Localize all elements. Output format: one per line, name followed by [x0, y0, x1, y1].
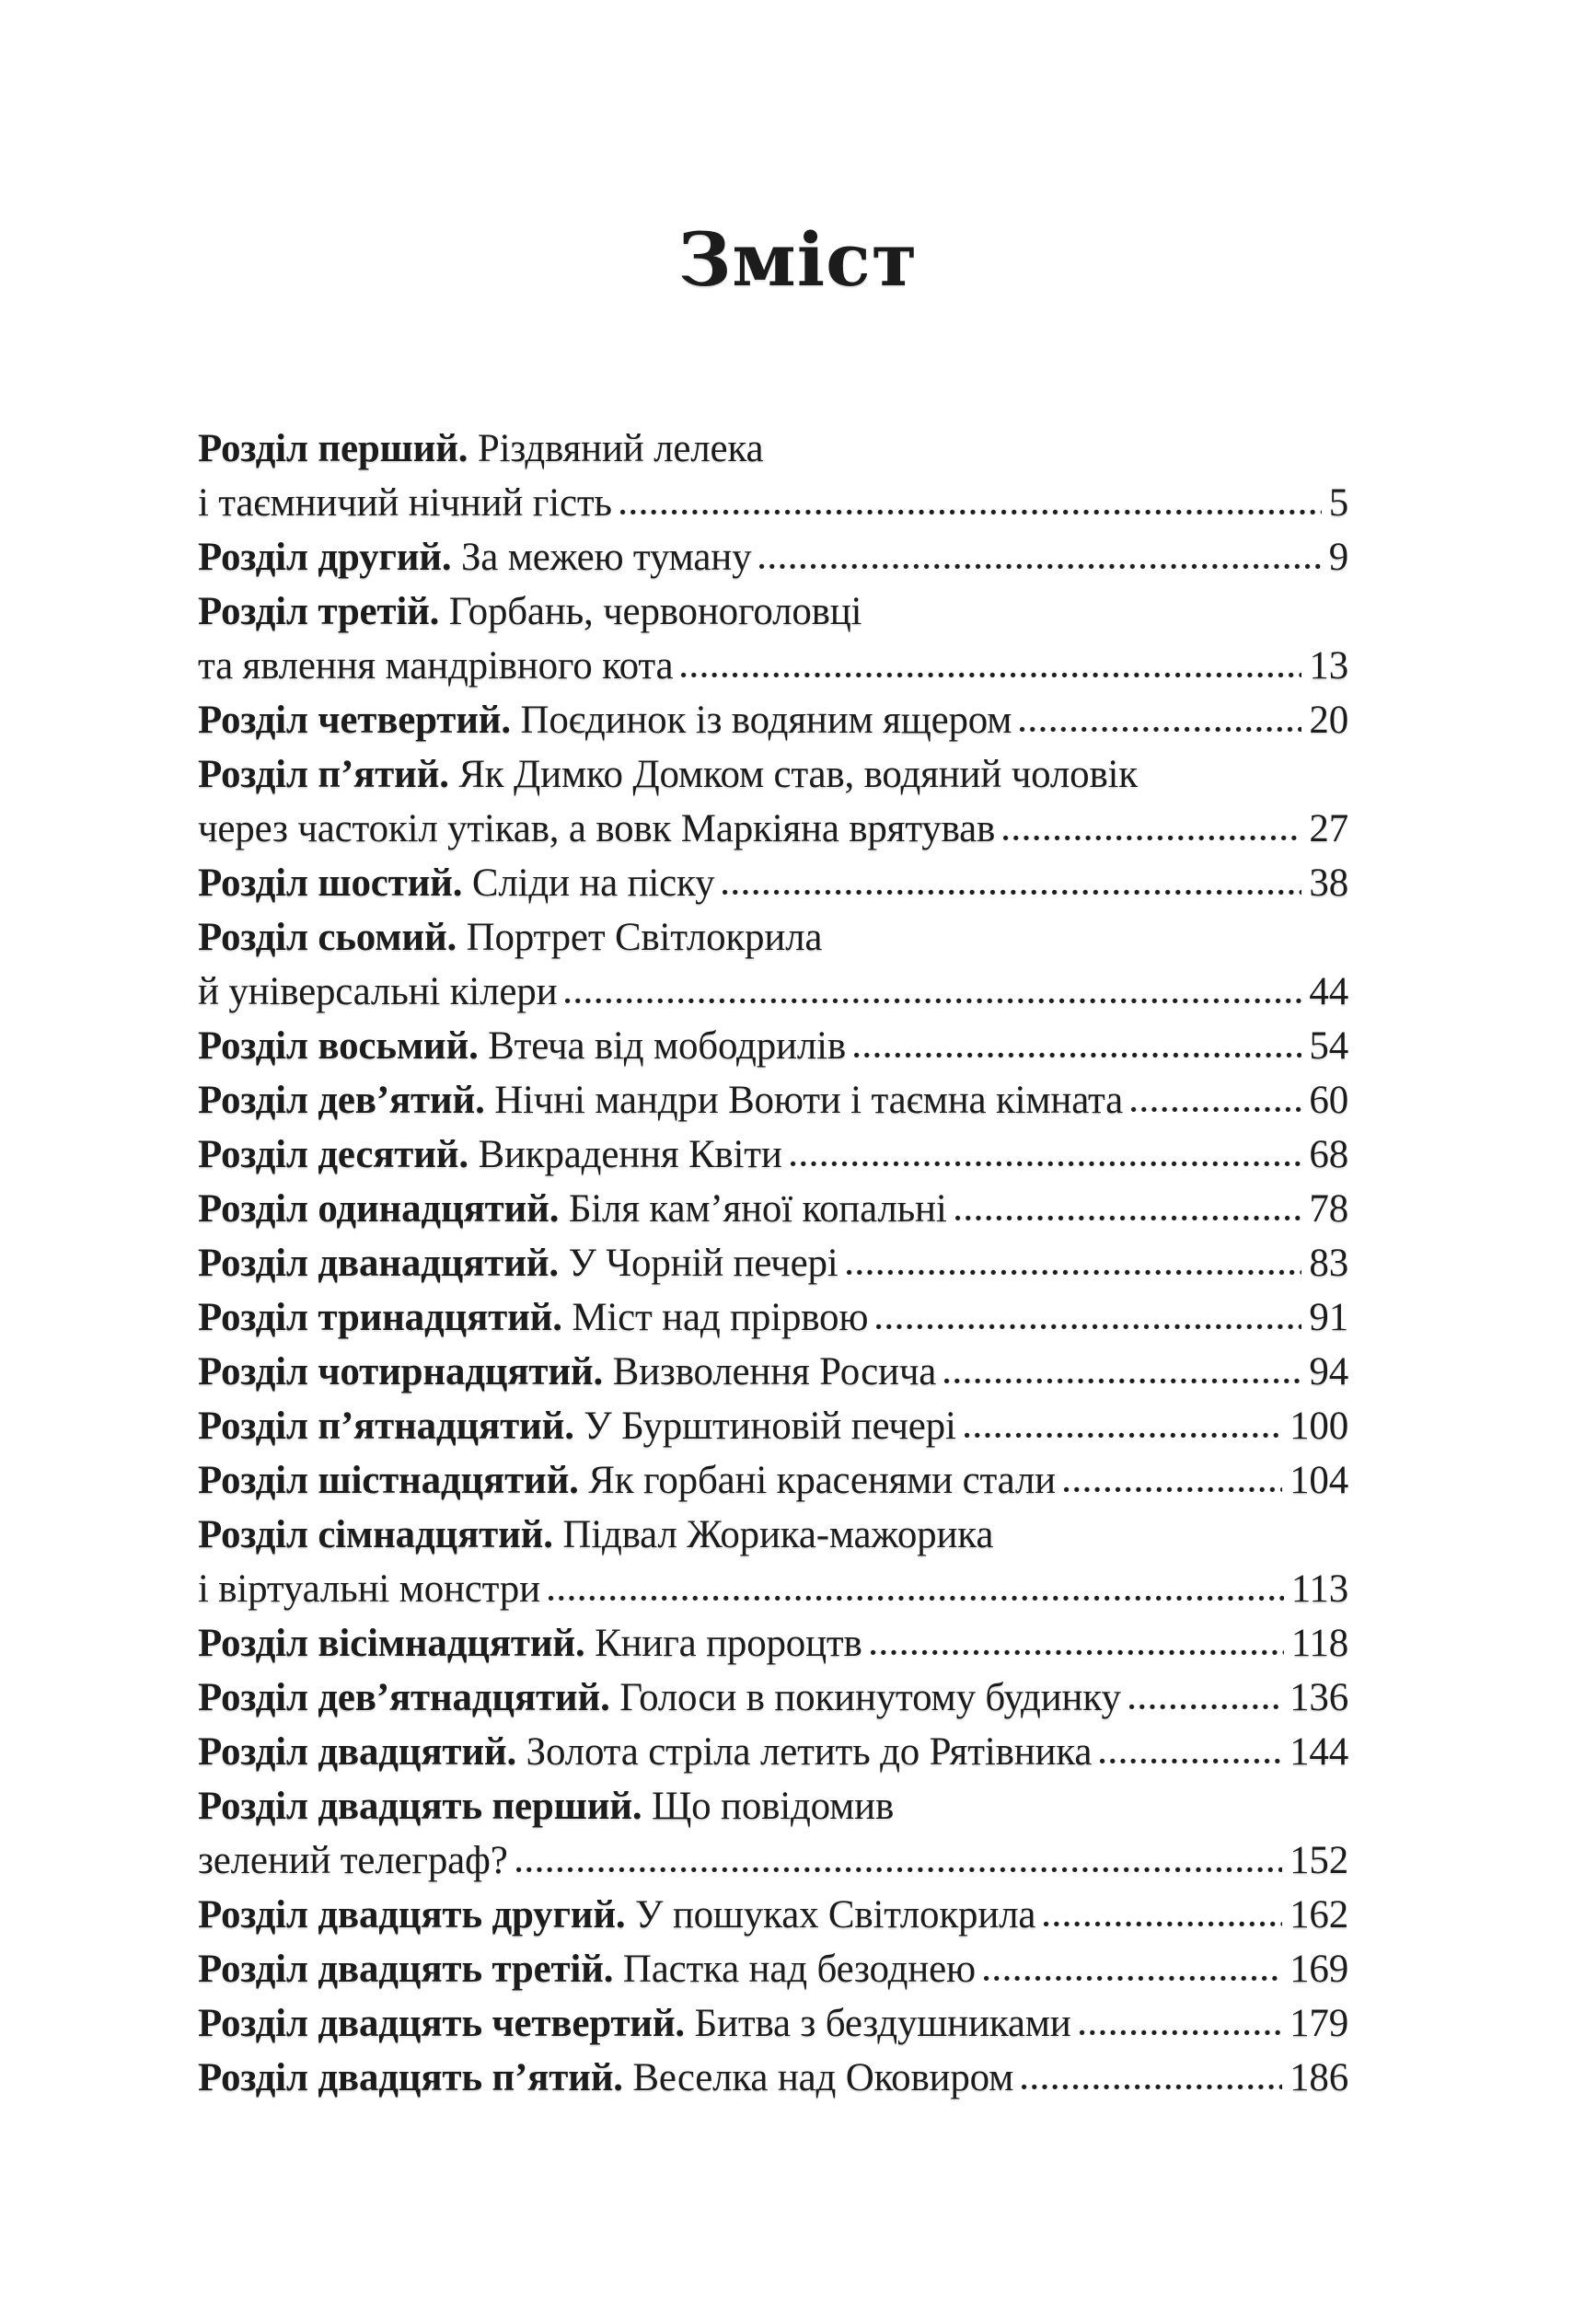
- chapter-title-text: Поєдинок із водяним ящером: [520, 699, 1012, 742]
- chapter-number-label: Розділ двадцять перший.: [198, 1785, 652, 1828]
- chapter-number-label: Розділ десятий.: [198, 1133, 479, 1176]
- dot-leader: [1020, 726, 1301, 733]
- toc-line: [198, 1562, 1348, 1616]
- toc-line: [198, 856, 1348, 910]
- chapter-title-text: Що повідомив: [651, 1785, 895, 1828]
- chapter-title-text: У Бурштиновій печері: [584, 1405, 956, 1448]
- toc-line: [198, 1236, 1348, 1290]
- chapter-number-label: Розділ п’ятнадцятий.: [198, 1405, 584, 1448]
- toc-entry: [198, 1290, 1348, 1345]
- page-number: 38: [1309, 861, 1348, 905]
- dot-leader: [1003, 835, 1301, 841]
- page-number: 27: [1309, 807, 1348, 850]
- page-number: 136: [1290, 1676, 1348, 1719]
- toc-entry: [198, 1127, 1348, 1182]
- page-number: 20: [1309, 699, 1348, 742]
- toc-line: [198, 530, 1348, 584]
- chapter-number-label: Розділ вісімнадцятий.: [198, 1622, 596, 1665]
- page-number: 60: [1309, 1079, 1348, 1122]
- page-number: 13: [1309, 644, 1348, 688]
- dot-leader: [516, 1867, 1283, 1873]
- chapter-number-label: Розділ сімнадцятий.: [198, 1513, 563, 1556]
- toc-entry: [198, 584, 1348, 693]
- toc-line: [198, 476, 1348, 530]
- chapter-number-label: Розділ перший.: [198, 427, 478, 470]
- chapter-title-text: У Чорній печері: [568, 1242, 838, 1285]
- page-number: 54: [1309, 1024, 1348, 1068]
- toc-line: [198, 1453, 1348, 1508]
- page-number: 78: [1309, 1187, 1348, 1231]
- chapter-title-text: Веселка над Оковиром: [632, 2056, 1014, 2099]
- toc-entry: [198, 1345, 1348, 1399]
- toc-entry: [198, 1182, 1348, 1236]
- chapter-title-text: Сліди на піску: [471, 861, 715, 905]
- page-number: 100: [1290, 1405, 1348, 1448]
- page-number: 144: [1290, 1730, 1348, 1774]
- toc-line: [198, 693, 1348, 747]
- toc-line: [198, 1290, 1348, 1345]
- chapter-number-label: Розділ другий.: [198, 536, 461, 579]
- dot-leader: [944, 1378, 1301, 1384]
- chapter-number-label: Розділ одинадцятий.: [198, 1187, 569, 1231]
- page-number: 94: [1309, 1350, 1348, 1393]
- chapter-number-label: Розділ двадцятий.: [198, 1730, 526, 1774]
- chapter-number-label: Розділ двадцять другий.: [198, 1893, 636, 1937]
- dot-leader: [759, 563, 1321, 570]
- dot-leader: [1131, 1106, 1301, 1113]
- dot-leader: [871, 1649, 1284, 1656]
- toc-entry: [198, 910, 1348, 1019]
- chapter-title-text: через частокіл утікав, а вовк Маркіяна врятував: [198, 807, 996, 850]
- dot-leader: [681, 672, 1301, 678]
- chapter-title-text: зелений телеграф?: [198, 1839, 508, 1882]
- chapter-title-text: Міст над прірвою: [572, 1296, 869, 1339]
- toc-entry: [198, 693, 1348, 747]
- toc-line: [198, 910, 1348, 965]
- toc-entry: [198, 1453, 1348, 1508]
- chapter-title-text: Різдвяний лелека: [477, 427, 764, 470]
- chapter-number-label: Розділ сьомий.: [198, 916, 467, 959]
- dot-leader: [984, 1975, 1282, 1982]
- chapter-title-text: Горбань, червоноголовці: [448, 590, 862, 633]
- chapter-title-text: Як горбані красенями стали: [588, 1459, 1056, 1502]
- toc-line: [198, 1345, 1348, 1399]
- toc-entry: [198, 856, 1348, 910]
- toc-line: [198, 1508, 1348, 1562]
- chapter-title-text: Пастка над безоднею: [622, 1948, 976, 1991]
- chapter-number-label: Розділ двадцять п’ятий.: [198, 2056, 633, 2099]
- chapter-title-text: Біля кам’яної копальні: [568, 1187, 947, 1231]
- page-title: Зміст: [677, 216, 919, 303]
- page-number: 5: [1328, 481, 1348, 525]
- toc-entry: [198, 1671, 1348, 1725]
- toc-line: [198, 1833, 1348, 1888]
- toc-entry: [198, 530, 1348, 584]
- toc-line: [198, 1399, 1348, 1453]
- toc-line: [198, 802, 1348, 856]
- chapter-number-label: Розділ чотирнадцятий.: [198, 1350, 613, 1393]
- toc-entry: [198, 1942, 1348, 1996]
- page-number: 68: [1309, 1133, 1348, 1176]
- dot-leader: [1100, 1758, 1282, 1764]
- dot-leader: [1129, 1704, 1282, 1710]
- chapter-title-text: У пошуках Світлокрила: [635, 1893, 1036, 1937]
- page-number: 9: [1328, 536, 1348, 579]
- toc-entry: [198, 1616, 1348, 1671]
- chapter-title-text: й універсальні кілери: [198, 970, 558, 1013]
- dot-leader: [549, 1595, 1284, 1601]
- toc-line: [198, 1073, 1348, 1127]
- dot-leader: [876, 1324, 1301, 1330]
- toc-line: [198, 1725, 1348, 1779]
- toc-entry: [198, 1888, 1348, 1942]
- page-number: 83: [1309, 1242, 1348, 1285]
- chapter-title-text: Книга пророцтв: [595, 1622, 862, 1665]
- dot-leader: [565, 998, 1301, 1004]
- chapter-title-text: Битва з бездушниками: [694, 2002, 1071, 2045]
- chapter-number-label: Розділ дев’ятий.: [198, 1079, 495, 1122]
- page-number: 104: [1290, 1459, 1348, 1502]
- toc-entry: [198, 1996, 1348, 2051]
- page-number: 162: [1290, 1893, 1348, 1937]
- dot-leader: [1080, 2029, 1283, 2036]
- toc-entry: [198, 1399, 1348, 1453]
- table-of-contents: [198, 422, 1348, 2105]
- toc-line: [198, 584, 1348, 639]
- chapter-title-text: Портрет Світлокрила: [466, 916, 823, 959]
- page-number: 179: [1290, 2002, 1348, 2045]
- toc-line: [198, 1888, 1348, 1942]
- dot-leader: [955, 1215, 1302, 1221]
- toc-line: [198, 1942, 1348, 1996]
- chapter-number-label: Розділ третій.: [198, 590, 449, 633]
- toc-line: [198, 1127, 1348, 1182]
- chapter-number-label: Розділ дев’ятнадцятий.: [198, 1676, 620, 1719]
- toc-line: [198, 1616, 1348, 1671]
- chapter-title-text: Як Димко Домком став, водяний чоловік: [458, 753, 1138, 796]
- page-number: 118: [1290, 1622, 1348, 1665]
- toc-entry: [198, 1725, 1348, 1779]
- chapter-title-text: та явлення мандрівного кота: [198, 644, 674, 688]
- chapter-title-text: За межею туману: [460, 536, 752, 579]
- toc-line: [198, 1182, 1348, 1236]
- page-number: 113: [1290, 1567, 1348, 1611]
- page-number: 186: [1290, 2056, 1348, 2099]
- page-number: 152: [1290, 1839, 1348, 1882]
- toc-entry: [198, 1019, 1348, 1073]
- chapter-title-text: Нічні мандри Воюти і таємна кімната: [494, 1079, 1124, 1122]
- toc-line: [198, 1019, 1348, 1073]
- toc-line: [198, 639, 1348, 693]
- chapter-number-label: Розділ тринадцятий.: [198, 1296, 572, 1339]
- chapter-number-label: Розділ четвертий.: [198, 699, 521, 742]
- chapter-number-label: Розділ шістнадцятий.: [198, 1459, 589, 1502]
- dot-leader: [723, 889, 1301, 896]
- toc-line: [198, 1996, 1348, 2051]
- dot-leader: [965, 1432, 1282, 1439]
- dot-leader: [791, 1161, 1302, 1167]
- chapter-number-label: Розділ шостий.: [198, 861, 472, 905]
- chapter-title-text: Визволення Росича: [612, 1350, 937, 1393]
- page-number: 91: [1309, 1296, 1348, 1339]
- dot-leader: [1044, 1921, 1282, 1927]
- chapter-number-label: Розділ п’ятий.: [198, 753, 459, 796]
- chapter-number-label: Розділ двадцять третій.: [198, 1948, 623, 1991]
- dot-leader: [847, 1269, 1302, 1276]
- toc-line: [198, 422, 1348, 476]
- dot-leader: [1064, 1486, 1282, 1493]
- toc-entry: [198, 422, 1348, 530]
- chapter-title-text: Підвал Жорика-мажорика: [562, 1513, 994, 1556]
- toc-line: [198, 747, 1348, 802]
- dot-leader: [620, 509, 1322, 515]
- toc-entry: [198, 2051, 1348, 2105]
- toc-entry: [198, 1779, 1348, 1888]
- chapter-title-text: і таємничий нічний гість: [198, 481, 612, 525]
- page-number: 169: [1290, 1948, 1348, 1991]
- chapter-number-label: Розділ двадцять четвертий.: [198, 2002, 695, 2045]
- toc-line: [198, 1779, 1348, 1833]
- toc-entry: [198, 747, 1348, 856]
- dot-leader: [854, 1052, 1301, 1058]
- chapter-number-label: Розділ восьмий.: [198, 1024, 489, 1068]
- chapter-title-text: Втеча від мободрилів: [488, 1024, 846, 1068]
- chapter-number-label: Розділ дванадцятий.: [198, 1242, 569, 1285]
- dot-leader: [1022, 2084, 1282, 2090]
- toc-line: [198, 1671, 1348, 1725]
- chapter-title-text: Золота стріла летить до Рятівника: [526, 1730, 1093, 1774]
- toc-line: [198, 2051, 1348, 2105]
- chapter-title-text: Викрадення Квіти: [478, 1133, 782, 1176]
- chapter-title-text: Голоси в покинутому будинку: [619, 1676, 1121, 1719]
- page-number: 44: [1309, 970, 1348, 1013]
- toc-entry: [198, 1508, 1348, 1616]
- toc-entry: [198, 1073, 1348, 1127]
- toc-entry: [198, 1236, 1348, 1290]
- chapter-title-text: і віртуальні монстри: [198, 1567, 540, 1611]
- toc-line: [198, 965, 1348, 1019]
